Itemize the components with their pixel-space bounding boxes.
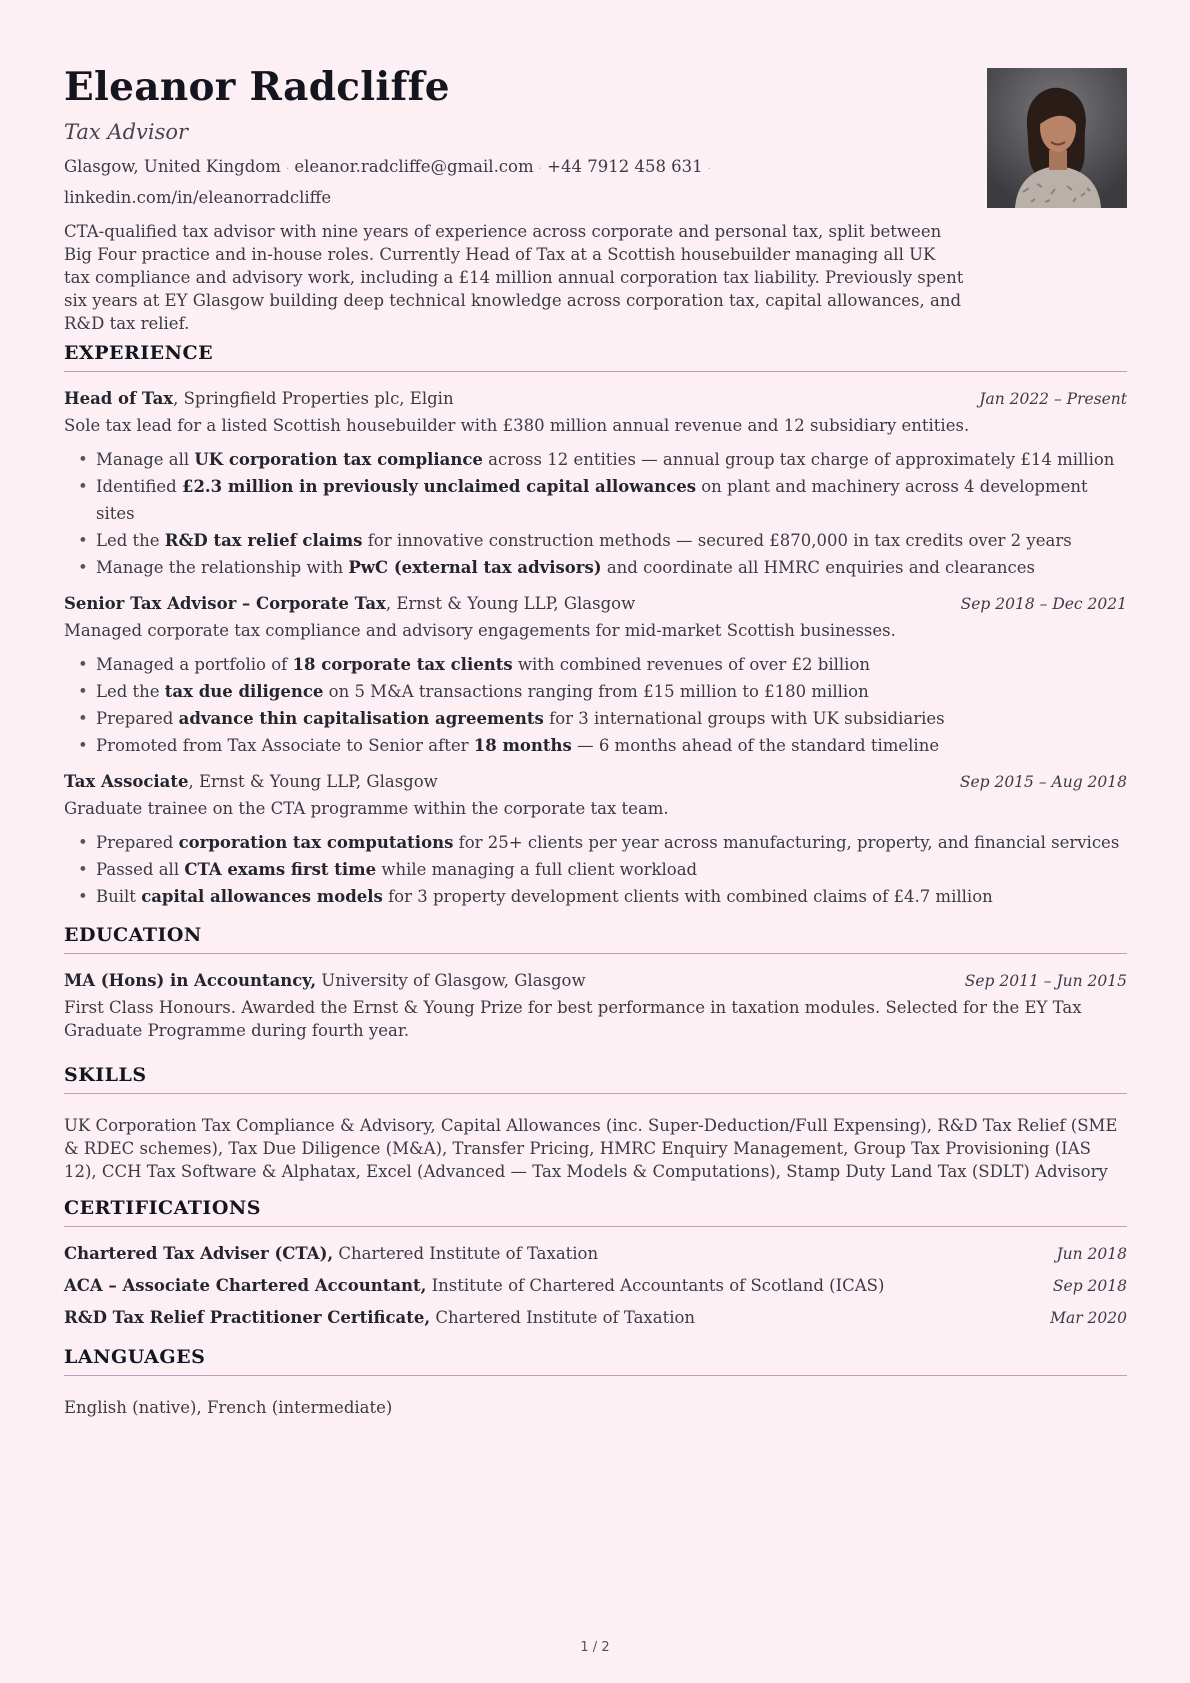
- entry-date: Sep 2011 – Jun 2015: [964, 972, 1127, 990]
- entry-heading: [64, 1306, 695, 1330]
- entry-heading: [64, 592, 635, 616]
- linkedin-link[interactable]: linkedin.com/in/eleanorradcliffe: [64, 188, 332, 207]
- resume-page: [64, 60, 1127, 1419]
- page-number: 1 / 2: [580, 1640, 610, 1655]
- profile-photo-illustration: [987, 68, 1127, 208]
- education-section: [64, 924, 1127, 1042]
- entry-header: [64, 387, 1127, 411]
- employer: , Ernst & Young LLP, Glasgow: [385, 594, 636, 613]
- entry-heading: [64, 387, 454, 411]
- separator-dot: ·: [538, 162, 543, 175]
- entry-description: First Class Honours. Awarded the Ernst & Young Prize for best performance in taxation modules. Selected for the EY Tax Graduate Programme during fourth year.: [64, 998, 1082, 1040]
- achievement-item: • Led the tax due diligence on 5 M&A transactions ranging from £15 million to £180 million: [78, 678, 1127, 705]
- separator-dot: ·: [707, 162, 712, 175]
- experience-entry: [64, 770, 1127, 910]
- issuer: Institute of Chartered Accountants of Scotland (ICAS): [426, 1276, 885, 1295]
- entry-date: Mar 2020: [1050, 1309, 1127, 1327]
- certifications-section: [64, 1197, 1127, 1330]
- entry-heading: [64, 1242, 598, 1266]
- certification-title: ACA – Associate Chartered Accountant,: [64, 1276, 427, 1295]
- issuer: Chartered Institute of Taxation: [430, 1308, 696, 1327]
- email-link[interactable]: eleanor.radcliffe@gmail.com: [294, 157, 534, 176]
- entry-date: Sep 2018: [1052, 1277, 1127, 1295]
- achievement-item: • Manage all UK corporation tax compliance across 12 entities — annual group tax charge of approximately £14 million: [78, 446, 1127, 473]
- employer: , Ernst & Young LLP, Glasgow: [188, 772, 438, 791]
- section-title-education: EDUCATION: [64, 924, 1127, 954]
- entry-heading: [64, 770, 438, 794]
- entry-description: Sole tax lead for a listed Scottish housebuilder with £380 million annual revenue and 12 subsidiary entities.: [64, 416, 970, 435]
- section-title-skills: SKILLS: [64, 1064, 1127, 1094]
- achievement-item: • Managed a portfolio of 18 corporate tax clients with combined revenues of over £2 billion: [78, 651, 1127, 678]
- skills-section: [64, 1064, 1127, 1183]
- achievement-item: • Identified £2.3 million in previously unclaimed capital allowances on plant and machinery across 4 development sites: [78, 473, 1127, 527]
- skills-list: UK Corporation Tax Compliance & Advisory, Capital Allowances (inc. Super-Deduction/Full Expensing), R&D Tax Relief (SME & RDEC schemes), Tax Due Diligence (M&A), Transfer Pricing, HMRC Enquiry Management, Group Tax Provisioning (IAS 12), CCH Tax Software & Alphatax, Excel (Advanced — Tax Models & Computations), Stamp Duty Land Tax (SDLT) Advisory: [64, 1116, 1118, 1181]
- achievement-item: • Led the R&D tax relief claims for innovative construction methods — secured £870,000 in tax credits over 2 years: [78, 527, 1127, 554]
- job-title: Senior Tax Advisor – Corporate Tax: [64, 594, 386, 613]
- phone-number[interactable]: +44 7912 458 631: [547, 157, 703, 176]
- entry-description: Managed corporate tax compliance and advisory engagements for mid-market Scottish businesses.: [64, 621, 896, 640]
- certification-entry: [64, 1306, 1127, 1330]
- achievement-list: [78, 446, 1127, 581]
- certification-title: Chartered Tax Adviser (CTA),: [64, 1244, 334, 1263]
- institution: University of Glasgow, Glasgow: [316, 971, 586, 990]
- profile-photo: [987, 68, 1127, 208]
- candidate-name: Eleanor Radcliffe: [64, 64, 450, 110]
- entry-description: Graduate trainee on the CTA programme within the corporate tax team.: [64, 799, 669, 818]
- achievement-list: [78, 829, 1127, 910]
- section-title-experience: EXPERIENCE: [64, 342, 1127, 372]
- certification-title: R&D Tax Relief Practitioner Certificate,: [64, 1308, 431, 1327]
- section-title-certifications: CERTIFICATIONS: [64, 1197, 1127, 1227]
- entry-date: Jun 2018: [1056, 1245, 1127, 1263]
- issuer: Chartered Institute of Taxation: [333, 1244, 599, 1263]
- experience-section: [64, 342, 1127, 910]
- section-title-languages: LANGUAGES: [64, 1346, 1127, 1376]
- languages-section: [64, 1346, 1127, 1419]
- entry-date: Jan 2022 – Present: [979, 390, 1127, 408]
- entry-heading: [64, 969, 586, 993]
- resume-header: [64, 64, 1127, 338]
- experience-entry: [64, 387, 1127, 581]
- contact-info: [64, 152, 944, 212]
- location: Glasgow, United Kingdom: [64, 157, 281, 176]
- certification-entry: [64, 1242, 1127, 1266]
- entry-date: Sep 2015 – Aug 2018: [959, 773, 1127, 791]
- experience-entry: [64, 592, 1127, 759]
- job-title: Head of Tax: [64, 389, 174, 408]
- achievement-item: • Prepared corporation tax computations for 25+ clients per year across manufacturing, property, and financial services: [78, 829, 1127, 856]
- entry-date: Sep 2018 – Dec 2021: [960, 595, 1127, 613]
- achievement-item: • Prepared advance thin capitalisation agreements for 3 international groups with UK subsidiaries: [78, 705, 1127, 732]
- certification-entry: [64, 1274, 1127, 1298]
- languages-list: English (native), French (intermediate): [64, 1398, 393, 1417]
- achievement-list: [78, 651, 1127, 759]
- separator-dot: ·: [285, 162, 290, 175]
- job-title: Tax Associate: [64, 772, 189, 791]
- entry-header: [64, 969, 1127, 993]
- achievement-item: • Manage the relationship with PwC (external tax advisors) and coordinate all HMRC enquiries and clearances: [78, 554, 1127, 581]
- entry-header: [64, 592, 1127, 616]
- achievement-item: • Built capital allowances models for 3 property development clients with combined claims of £4.7 million: [78, 883, 1127, 910]
- achievement-item: • Promoted from Tax Associate to Senior after 18 months — 6 months ahead of the standard timeline: [78, 732, 1127, 759]
- achievement-item: • Passed all CTA exams first time while managing a full client workload: [78, 856, 1127, 883]
- education-entry: [64, 969, 1127, 1042]
- employer: , Springfield Properties plc, Elgin: [173, 389, 454, 408]
- degree-title: MA (Hons) in Accountancy,: [64, 971, 317, 990]
- entry-heading: [64, 1274, 884, 1298]
- candidate-role: Tax Advisor: [64, 120, 189, 144]
- profile-summary: CTA-qualified tax advisor with nine years of experience across corporate and personal tax, split between Big Four practice and in-house roles. Currently Head of Tax at a Scottish housebuilder managing all UK tax compliance and advisory work, including a £14 million annual corporation tax liability. Previously spent six years at EY Glasgow building deep technical knowledge across corporation tax, capital allowances, and R&D tax relief.: [64, 222, 964, 333]
- entry-header: [64, 770, 1127, 794]
